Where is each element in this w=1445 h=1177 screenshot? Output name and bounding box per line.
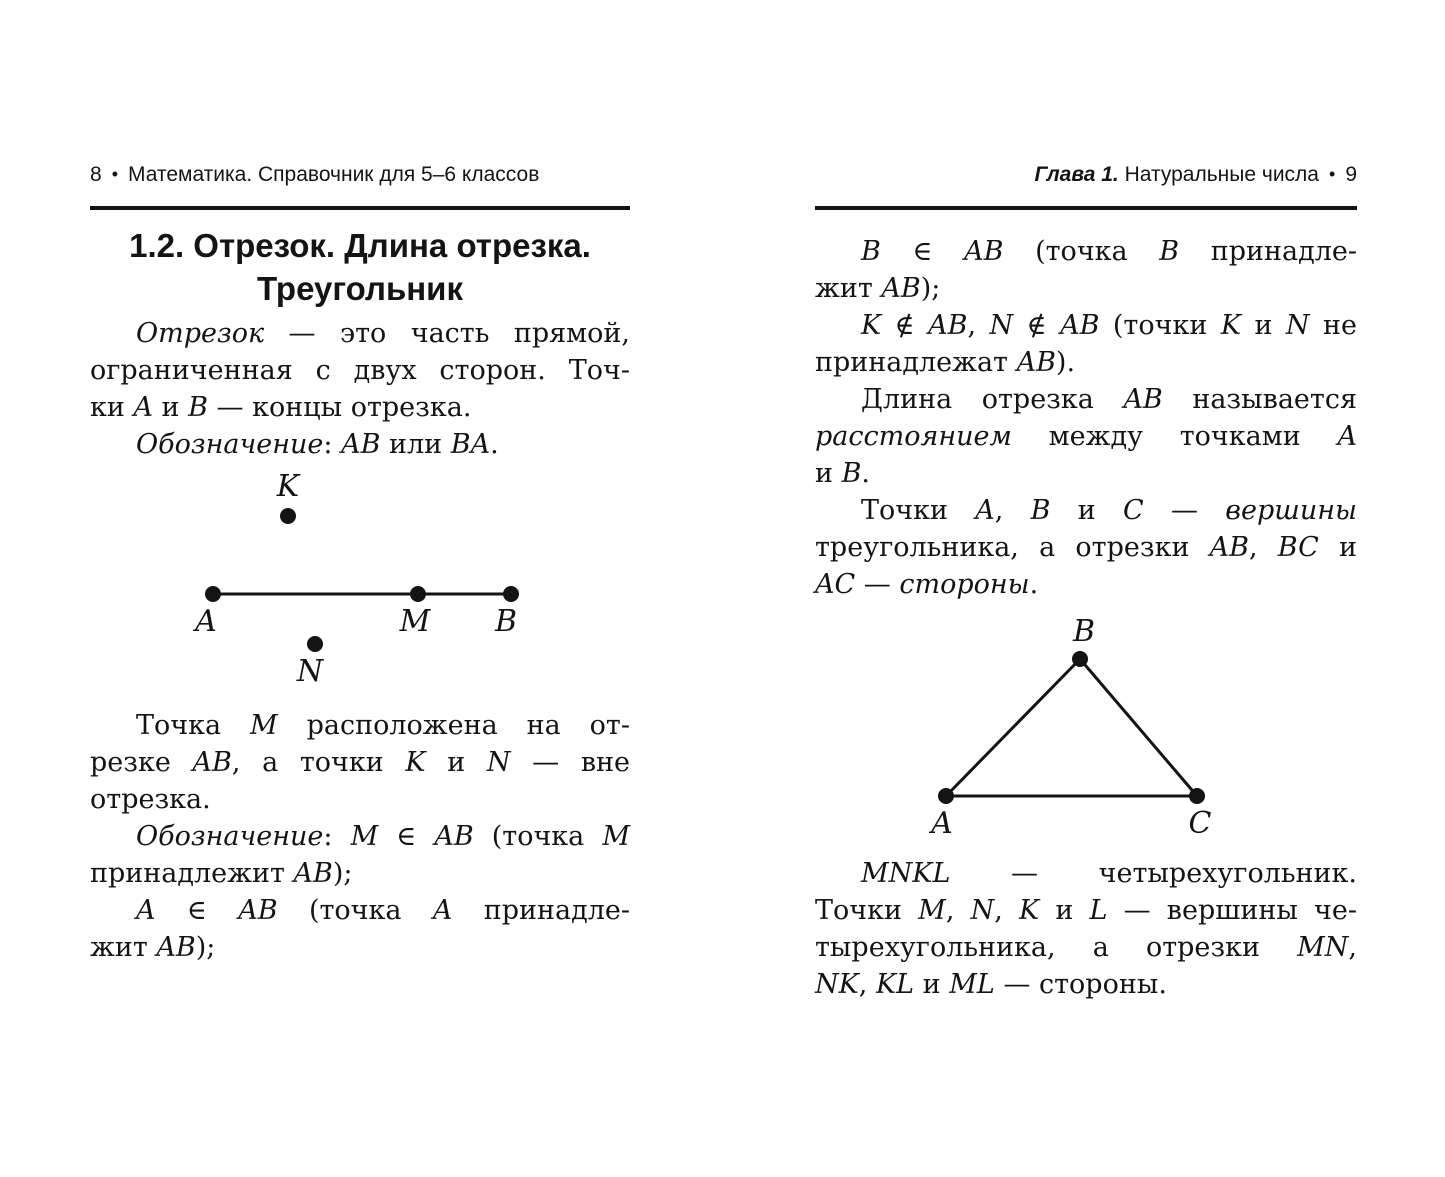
text-line: Точки M, N, K и L — вершины че- — [815, 895, 1357, 926]
right-text-block-2 — [815, 855, 1357, 1003]
left-text-block-2 — [90, 707, 630, 966]
left-running-title: Математика. Справочник для 5–6 классов — [128, 163, 540, 186]
triangle-diagram-figure — [815, 615, 1357, 850]
text-line: Длина отрезка AB называется — [861, 384, 1357, 415]
side-BC-line — [1080, 659, 1197, 796]
segment-diagram-figure — [90, 465, 630, 705]
right-text-block-1 — [815, 233, 1357, 603]
point-label-A: A — [931, 806, 953, 841]
text-line: резке AB, а точки K и N — вне — [90, 747, 630, 778]
right-page-number: 9 — [1345, 163, 1357, 186]
text-line: принадлежит AB); — [90, 858, 353, 889]
point-N-dot — [307, 636, 323, 652]
text-line: тырехугольника, а отрезки MN, — [815, 932, 1357, 963]
text-line: Точки A, B и C — вершины — [861, 495, 1357, 526]
triangle-diagram — [815, 615, 1357, 850]
text-line: жит AB); — [815, 273, 941, 304]
text-line: жит AB); — [90, 932, 216, 963]
section-title — [90, 224, 630, 310]
text-line: принадлежат AB). — [815, 347, 1076, 378]
text-line: K ∉ AB, N ∉ AB (точки K и N не — [861, 310, 1357, 341]
point-label-K: K — [276, 469, 300, 504]
text-line: Обозначение: AB или BA. — [136, 429, 499, 460]
point-A-dot — [205, 586, 221, 602]
point-B-dot — [1072, 651, 1088, 667]
point-K-dot — [280, 508, 296, 524]
segment-diagram — [90, 465, 630, 705]
text-line: MNKL — четырехугольник. — [861, 858, 1357, 889]
text-line: ки A и B — концы отрезка. — [90, 392, 472, 423]
left-page-header — [90, 160, 630, 189]
left-page-number: 8 — [90, 163, 102, 186]
point-M-dot — [410, 586, 426, 602]
text-line: Отрезок — это часть прямой, — [136, 318, 630, 349]
bullet-separator-icon: • — [111, 164, 118, 184]
section-title-line-2: Треугольник — [257, 270, 463, 307]
point-A-dot — [938, 788, 954, 804]
text-line: ограниченная с двух сторон. Точ- — [90, 355, 630, 386]
left-text-block-1 — [90, 315, 630, 463]
point-C-dot — [1189, 788, 1205, 804]
point-label-C: C — [1188, 806, 1212, 841]
section-title-line-1: 1.2. Отрезок. Длина отрезка. — [129, 227, 591, 264]
right-page — [815, 160, 1357, 1150]
left-header-rule — [90, 206, 630, 210]
point-label-N: N — [296, 654, 324, 689]
point-label-A: A — [195, 604, 217, 639]
text-line: NK, KL и ML — стороны. — [815, 969, 1167, 1000]
point-label-M: M — [399, 604, 431, 639]
left-page — [90, 160, 630, 1150]
point-label-B: B — [494, 604, 518, 639]
text-line: A ∈ AB (точка A принадле- — [136, 895, 630, 926]
side-AB-line — [946, 659, 1080, 796]
chapter-label: Глава 1. — [1034, 163, 1119, 186]
text-line: Точка M расположена на от- — [136, 710, 630, 741]
text-line: B ∈ AB (точка B принадле- — [861, 236, 1358, 267]
right-running-title: Натуральные числа — [1124, 163, 1319, 186]
right-page-header — [815, 160, 1357, 189]
point-label-B: B — [1072, 614, 1096, 649]
right-header-rule — [815, 206, 1357, 210]
text-line: Обозначение: M ∈ AB (точка M — [136, 821, 630, 852]
point-B-dot — [503, 586, 519, 602]
text-line: AC — стороны. — [815, 569, 1039, 600]
text-line: треугольника, а отрезки AB, BC и — [815, 532, 1358, 563]
text-line: и B. — [815, 458, 871, 489]
bullet-separator-icon: • — [1329, 164, 1336, 184]
text-line: расстоянием между точками A — [815, 421, 1357, 452]
text-line: отрезка. — [90, 784, 211, 815]
